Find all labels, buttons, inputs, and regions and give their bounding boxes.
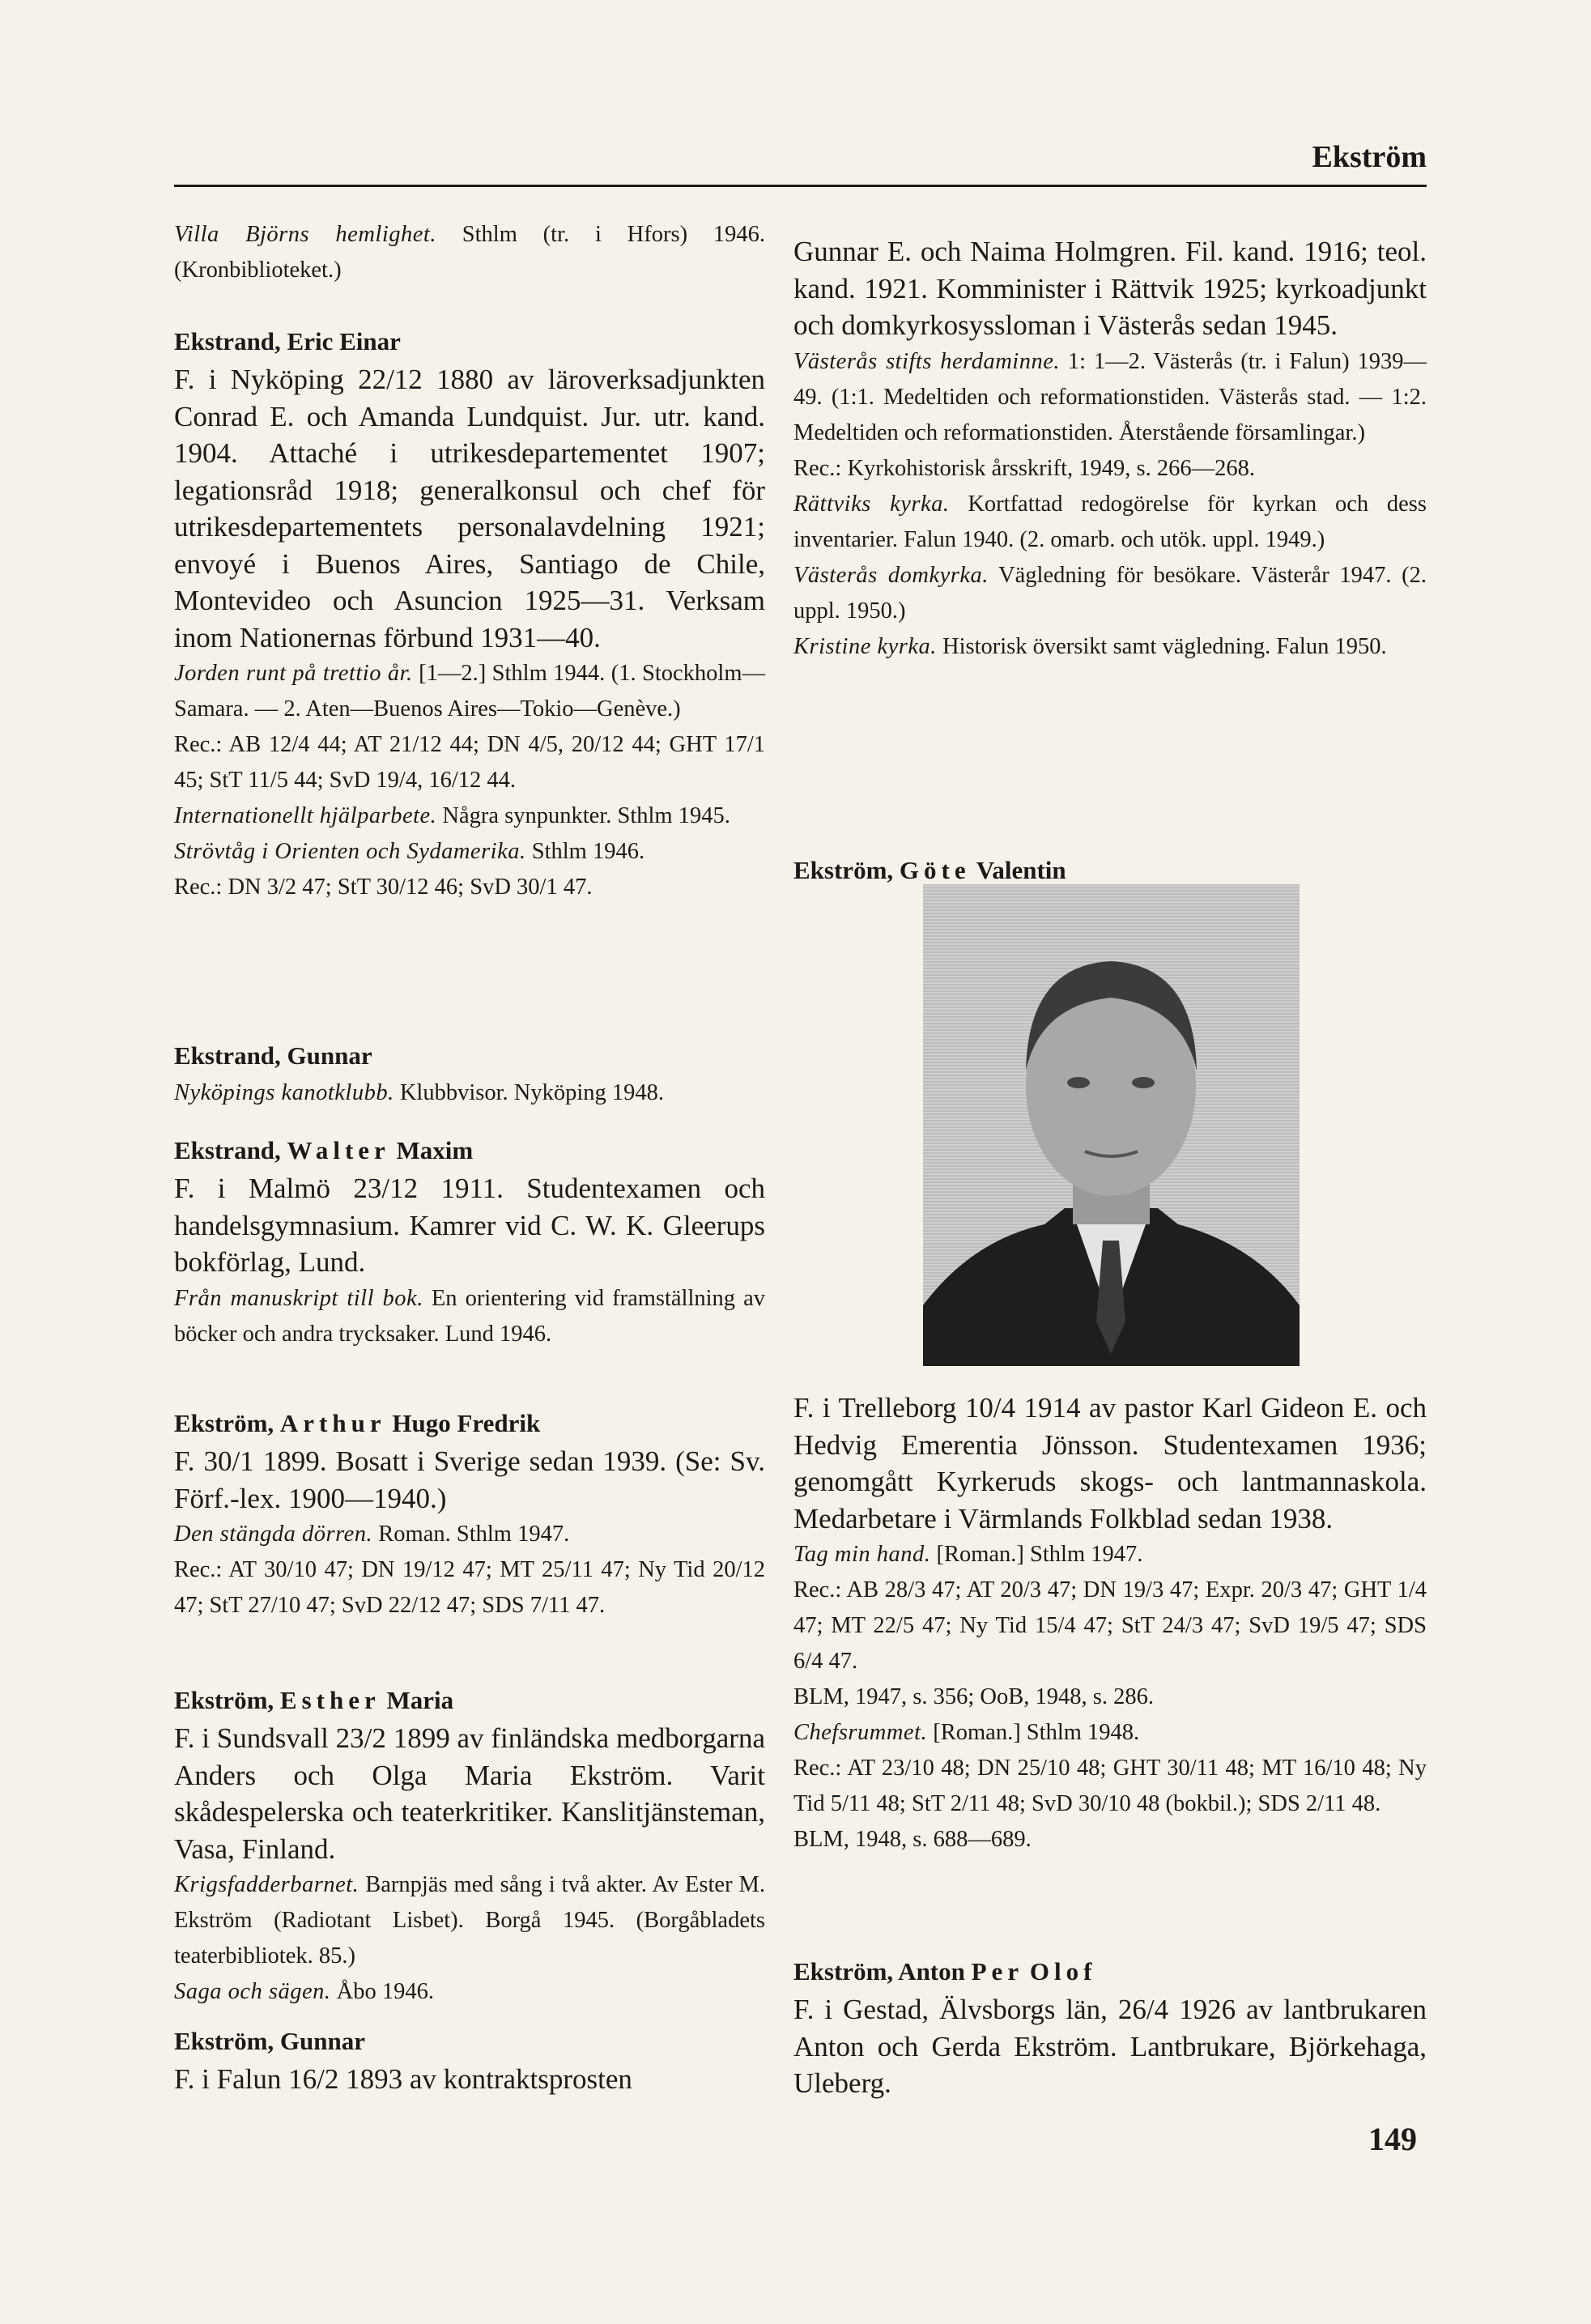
- entry-text: Rec.: AT 23/10 48; DN 25/10 48; GHT 30/11 48; MT 16/10 48; Ny Tid 5/11 48; StT 2/11 48; SvD 30/10 48 (bokbil.); SDS 2/11 48.: [793, 1756, 1427, 1816]
- entry: [174, 1683, 765, 2010]
- bibliography-line: [174, 1075, 765, 1111]
- heading-name: Ekstrand,: [174, 1136, 287, 1164]
- entry: [793, 1954, 1427, 2102]
- entry-text: BLM, 1947, s. 356; OoB, 1948, s. 286.: [793, 1684, 1154, 1709]
- bibliography-line: [174, 217, 765, 288]
- page-number: 149: [1368, 2121, 1417, 2157]
- heading-spaced-name: Göte: [899, 856, 971, 884]
- bibliography-line: [793, 1715, 1427, 1751]
- entry: [174, 1406, 765, 1624]
- work-title: Jorden runt på trettio år.: [174, 661, 413, 686]
- entry-text: F. i Falun 16/2 1893 av kontraktsprosten: [174, 2063, 632, 2095]
- entry-text: Åbo 1946.: [330, 1979, 434, 2004]
- entry-text: Barnpjäs med sång i två akter. Av Ester M. Ekström (Radiotant Lisbet). Borgå 1945. (Borgåbladets teaterbibliotek. 85.): [174, 1872, 765, 1969]
- biography-text: [174, 2061, 765, 2098]
- bibliography-line: [174, 1867, 765, 1974]
- bibliography-line: [174, 656, 765, 727]
- bibliography-line: [793, 629, 1427, 665]
- bibliography-line: [793, 487, 1427, 558]
- heading-name: [1023, 1957, 1030, 1986]
- entry-text: Historisk översikt samt vägledning. Falun 1950.: [936, 633, 1387, 659]
- heading-name: Ekstrand, Eric Einar: [174, 327, 401, 355]
- work-title: Villa Björns hemlighet.: [174, 222, 436, 247]
- entry-heading: [174, 1038, 765, 1074]
- running-head: Ekström: [1312, 140, 1427, 174]
- entry-heading: [174, 1406, 765, 1441]
- entry-text: En orientering vid framställning av böcker och andra trycksaker. Lund 1946.: [174, 1285, 765, 1347]
- entry-text: Rec.: AB 28/3 47; AT 20/3 47; DN 19/3 47; Expr. 20/3 47; GHT 1/4 47; MT 22/5 47; Ny Tid 15/4 47; StT 24/3 47; SvD 19/5 47; SDS 6/4 47.: [793, 1577, 1427, 1674]
- bibliography-line: [174, 870, 765, 905]
- entry-text: [Roman.] Sthlm 1947.: [930, 1542, 1143, 1567]
- biography-text: [174, 1720, 765, 1867]
- entry-text: Sthlm (tr. i Hfors) 1946. (Kronbiblioteket.): [174, 222, 765, 283]
- bibliography-line: [793, 1679, 1427, 1715]
- heading-name: Ekström,: [793, 856, 900, 884]
- entry-text: Klubbvisor. Nyköping 1948.: [393, 1080, 665, 1105]
- entry: [174, 217, 765, 288]
- bibliography-line: [793, 344, 1427, 451]
- work-title: Västerås domkyrka.: [793, 562, 989, 588]
- entry-text: 1: 1—2. Västerås (tr. i Falun) 1939—49. (1:1. Medeltiden och reformationstiden. Västerås stad. — 1:2. Medeltiden och reformationstiden. Återstående församlingar.): [793, 348, 1427, 445]
- entry: [793, 233, 1427, 665]
- entry-text: [Roman.] Sthlm 1948.: [927, 1720, 1140, 1745]
- heading-name: Maria: [380, 1686, 454, 1714]
- heading-name: Ekström, Anton: [793, 1957, 972, 1986]
- heading-spaced-name: Olof: [1029, 1957, 1097, 1986]
- entry-text: F. 30/1 1899. Bosatt i Sverige sedan 1939. (Se: Sv. Förf.-lex. 1900—1940.): [174, 1445, 765, 1514]
- entry-heading: [174, 1683, 765, 1718]
- biography-text: [174, 1170, 765, 1281]
- heading-name: Maxim: [389, 1136, 474, 1164]
- heading-name: Hugo Fredrik: [385, 1409, 541, 1437]
- work-title: Strövtåg i Orienten och Sydamerika.: [174, 839, 526, 864]
- header-rule: [174, 185, 1427, 187]
- heading-spaced-name: Per: [971, 1957, 1024, 1986]
- work-title: Kristine kyrka.: [793, 633, 937, 659]
- portrait-image: [923, 884, 1300, 1366]
- work-title: Chefsrummet.: [793, 1720, 928, 1745]
- bibliography-line: [174, 1974, 765, 2010]
- entry: [793, 853, 1427, 890]
- heading-name: Ekström,: [174, 1686, 280, 1714]
- work-title: Tag min hand.: [793, 1542, 931, 1567]
- entry: [793, 1390, 1427, 1858]
- entry-heading: [174, 1133, 765, 1168]
- entry-heading: [174, 2024, 765, 2059]
- entry-text: Rec.: AB 12/4 44; AT 21/12 44; DN 4/5, 20/12 44; GHT 17/1 45; StT 11/5 44; SvD 19/4, 16/12 44.: [174, 732, 765, 793]
- work-title: Krigsfadderbarnet.: [174, 1872, 359, 1897]
- entry-text: Sthlm 1946.: [525, 839, 645, 864]
- bibliography-line: [793, 1822, 1427, 1858]
- entry-heading: [793, 1954, 1427, 1990]
- heading-spaced-name: Esther: [279, 1686, 381, 1714]
- biography-text: [793, 233, 1427, 344]
- work-title: Internationellt hjälparbete.: [174, 803, 437, 828]
- entry-text: Rec.: AT 30/10 47; DN 19/12 47; MT 25/11 47; Ny Tid 20/12 47; StT 27/10 47; SvD 22/12 47; SDS 7/11 47.: [174, 1557, 765, 1618]
- entry-text: Kortfattad redogörelse för kyrkan och dess inventarier. Falun 1940. (2. omarb. och utök. uppl. 1949.): [793, 491, 1427, 552]
- portrait-photo: [923, 884, 1300, 1366]
- biography-text: [174, 1443, 765, 1517]
- heading-name: Valentin: [970, 856, 1066, 884]
- bibliography-line: [793, 451, 1427, 487]
- entry: [174, 1038, 765, 1111]
- work-title: Saga och sägen.: [174, 1979, 331, 2004]
- heading-spaced-name: Arthur: [279, 1409, 386, 1437]
- heading-spaced-name: Walter: [287, 1136, 390, 1164]
- bibliography-line: [793, 1573, 1427, 1679]
- entry-text: F. i Sundsvall 23/2 1899 av finländska medborgarna Anders och Olga Maria Ekström. Varit skådespelerska och teaterkritiker. Kanslitjänsteman, Vasa, Finland.: [174, 1722, 765, 1865]
- work-title: Från manuskript till bok.: [174, 1285, 423, 1311]
- work-title: Nyköpings kanotklubb.: [174, 1080, 394, 1105]
- entry-text: F. i Gestad, Älvsborgs län, 26/4 1926 av lantbrukaren Anton och Gerda Ekström. Lantbrukare, Björkehaga, Uleberg.: [793, 1994, 1427, 2099]
- bibliography-line: [174, 1281, 765, 1352]
- heading-name: Ekström,: [174, 1409, 280, 1437]
- entry-text: [1—2.] Sthlm 1944. (1. Stockholm—Samara. — 2. Aten—Buenos Aires—Tokio—Genève.): [174, 661, 765, 721]
- entry-text: Några synpunkter. Sthlm 1945.: [436, 803, 730, 828]
- work-title: Den stängda dörren.: [174, 1522, 373, 1547]
- entry-text: F. i Nyköping 22/12 1880 av läroverksadjunkten Conrad E. och Amanda Lundquist. Jur. utr. kand. 1904. Attaché i utrikesdepartementet 1907; legationsråd 1918; generalkonsul och chef för utrikesdepartementets personalavdelning 1921; envoyé i Buenos Aires, Santiago de Chile, Montevideo och Asuncion 1925—31. Verksam inom Nationernas förbund 1931—40.: [174, 364, 765, 653]
- entry-text: Rec.: Kyrkohistorisk årsskrift, 1949, s. 266—268.: [793, 455, 1255, 481]
- work-title: Västerås stifts herdaminne.: [793, 348, 1060, 374]
- biography-text: [793, 1390, 1427, 1537]
- biography-text: [174, 361, 765, 656]
- entry-text: Vägledning för besökare. Västerår 1947. (2. uppl. 1950.): [793, 562, 1427, 624]
- entry: [174, 1133, 765, 1352]
- entry-text: Roman. Sthlm 1947.: [372, 1522, 570, 1547]
- entry-heading: [174, 324, 765, 360]
- bibliography-line: [174, 727, 765, 798]
- heading-name: Ekstrand, Gunnar: [174, 1041, 372, 1070]
- bibliography-line: [793, 1537, 1427, 1573]
- entry: [174, 324, 765, 905]
- entry-text: F. i Malmö 23/12 1911. Studentexamen och handelsgymnasium. Kamrer vid C. W. K. Gleerups bokförlag, Lund.: [174, 1173, 765, 1278]
- entry-heading: [793, 853, 1427, 888]
- entry-text: BLM, 1948, s. 688—689.: [793, 1827, 1032, 1852]
- bibliography-line: [793, 558, 1427, 629]
- entry-text: Gunnar E. och Naima Holmgren. Fil. kand. 1916; teol. kand. 1921. Komminister i Rättvik 1925; kyrkoadjunkt och domkyrkosyssloman i Västerås sedan 1945.: [793, 236, 1427, 341]
- entry-text: F. i Trelleborg 10/4 1914 av pastor Karl Gideon E. och Hedvig Emerentia Jönsson. Studentexamen 1936; genomgått Kyrkeruds skogs- och lantmannaskola. Medarbetare i Värmlands Folkblad sedan 1938.: [793, 1392, 1427, 1534]
- entry: [174, 2024, 765, 2098]
- work-title: Rättviks kyrka.: [793, 491, 950, 517]
- heading-name: Ekström, Gunnar: [174, 2027, 365, 2055]
- entry-text: Rec.: DN 3/2 47; StT 30/12 46; SvD 30/1 47.: [174, 875, 593, 900]
- bibliography-line: [174, 834, 765, 870]
- biography-text: [793, 1991, 1427, 2102]
- bibliography-line: [174, 1552, 765, 1624]
- bibliography-line: [793, 1751, 1427, 1822]
- bibliography-line: [174, 798, 765, 834]
- bibliography-line: [174, 1517, 765, 1552]
